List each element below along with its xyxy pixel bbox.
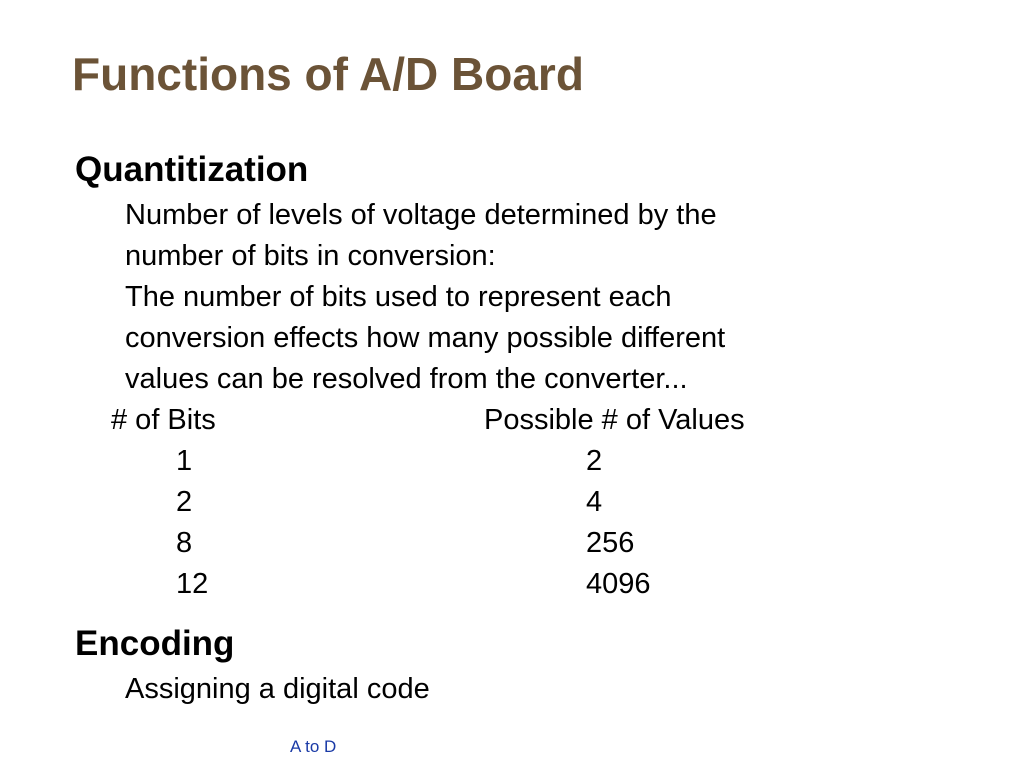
table-header-bits: # of Bits [111,404,216,436]
description-line: conversion effects how many possible different [125,322,726,354]
description-line: The number of bits used to represent each [125,281,672,313]
bits-cell: 12 [176,568,209,600]
table-row [0,523,1024,564]
quantitization-description [125,195,725,400]
table-row [0,564,1024,605]
table-header-values: Possible # of Values [484,404,745,436]
description-line: Number of levels of voltage determined by the [125,199,717,231]
values-cell: 4096 [586,568,651,600]
quantitization-heading: Quantitization [75,150,309,189]
encoding-description: Assigning a digital code [125,673,430,705]
description-line: values can be resolved from the converter... [125,363,688,395]
bits-cell: 1 [176,445,193,477]
bits-cell: 2 [176,486,193,518]
encoding-heading: Encoding [75,624,235,663]
bits-values-table [0,441,1024,605]
bits-cell: 8 [176,527,193,559]
slide-title: Functions of A/D Board [72,48,584,100]
values-cell: 4 [586,486,603,518]
slide-footer: A to D [290,737,337,756]
values-cell: 256 [586,527,635,559]
table-row [0,441,1024,482]
description-line: number of bits in conversion: [125,240,496,272]
values-cell: 2 [586,445,603,477]
table-row [0,482,1024,523]
